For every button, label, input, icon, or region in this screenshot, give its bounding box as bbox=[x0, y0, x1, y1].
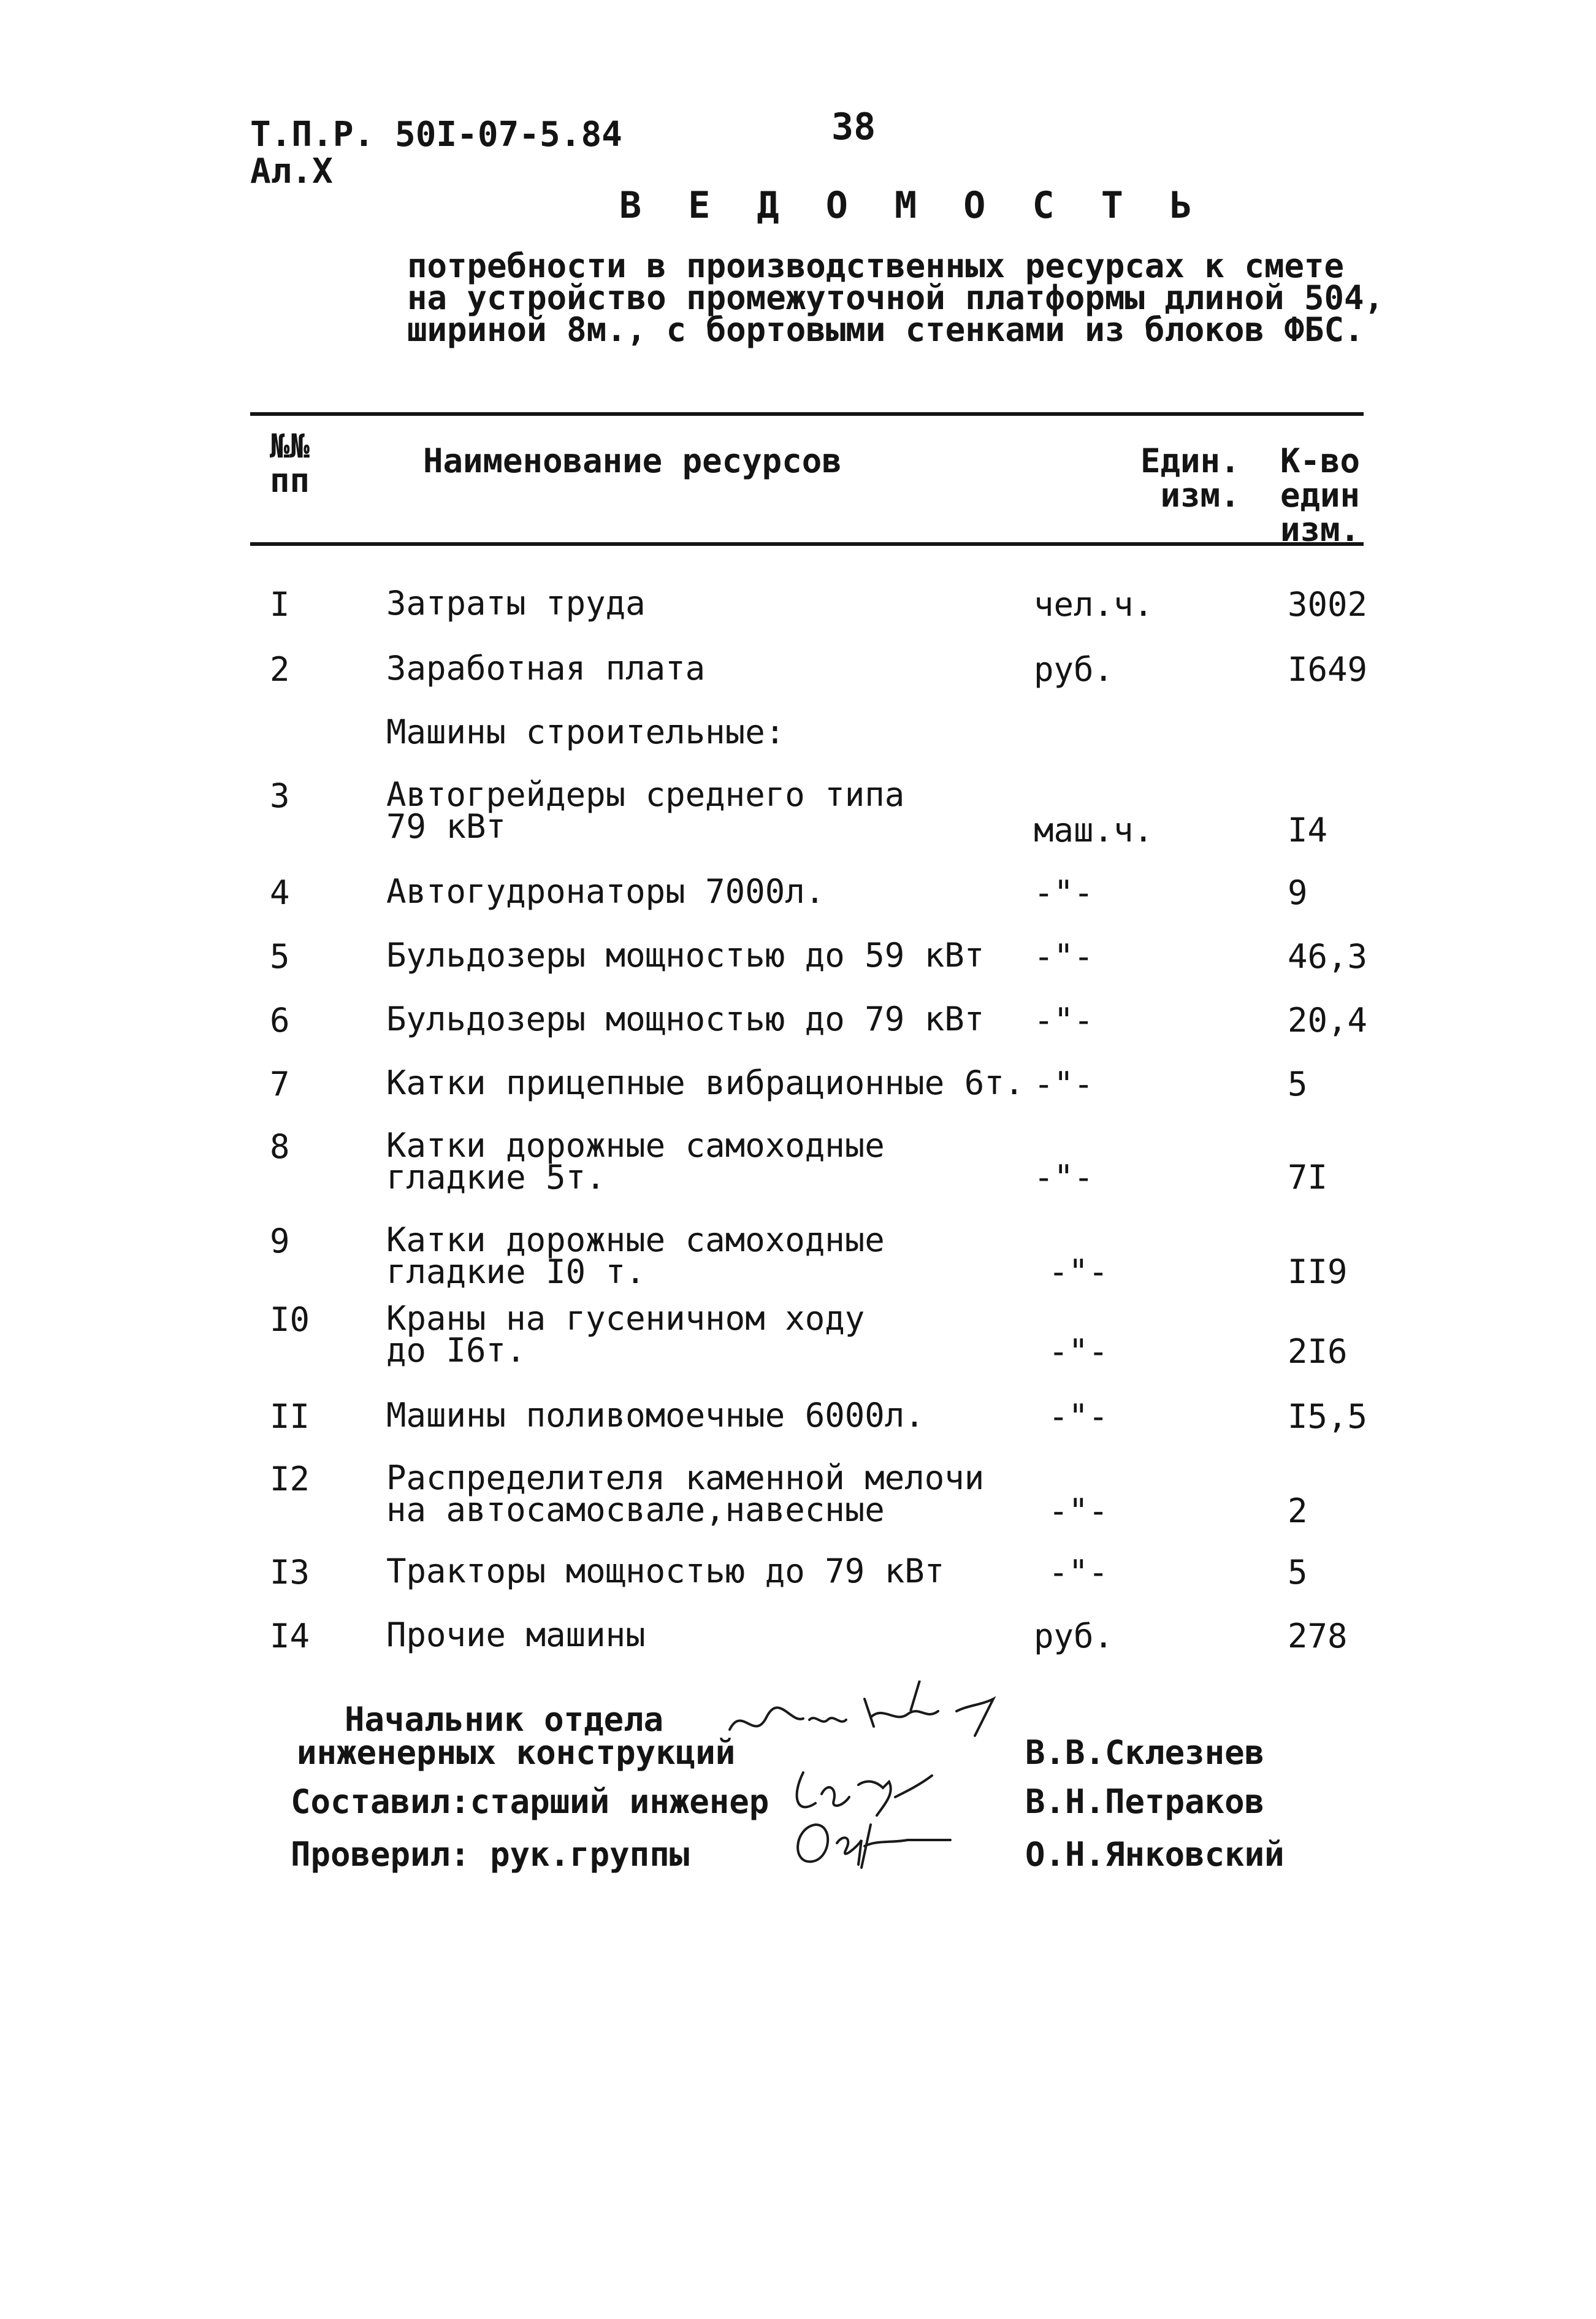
row-quantity: 5 bbox=[1288, 1065, 1308, 1103]
row-number: 3 bbox=[270, 776, 290, 815]
row-name: Катки дорожные самоходные гладкие I0 т. bbox=[386, 1221, 885, 1291]
page-subtitle bbox=[407, 247, 1384, 349]
row-name: Автогрейдеры среднего типа 79 кВт bbox=[386, 775, 905, 846]
row-quantity: 7I bbox=[1288, 1158, 1328, 1197]
page-number: 38 bbox=[831, 105, 876, 148]
row-name: Заработная плата bbox=[386, 649, 706, 688]
signature-person: В.В.Склезнев bbox=[1025, 1733, 1265, 1772]
table-header-rule bbox=[250, 542, 1364, 546]
row-quantity: I4 bbox=[1288, 811, 1328, 849]
row-number: 4 bbox=[270, 873, 290, 912]
row-unit: -"- bbox=[1048, 1397, 1109, 1436]
subtitle-line: на устройство промежуточной платформы длиной 504, bbox=[407, 278, 1384, 317]
row-unit: -"- bbox=[1034, 1001, 1094, 1040]
row-number: I2 bbox=[270, 1460, 310, 1498]
row-quantity: 278 bbox=[1288, 1617, 1348, 1655]
row-number: 5 bbox=[270, 937, 290, 976]
column-header-unit: Един. изм. bbox=[1140, 442, 1240, 515]
row-quantity: II9 bbox=[1288, 1252, 1348, 1291]
row-number: I3 bbox=[270, 1553, 310, 1592]
row-quantity: 3002 bbox=[1288, 585, 1368, 624]
column-header-qty: К-во един изм. bbox=[1280, 442, 1361, 549]
row-unit: маш.ч. bbox=[1034, 811, 1154, 849]
row-number: I bbox=[270, 585, 290, 624]
row-unit: руб. bbox=[1034, 1617, 1114, 1655]
signature-role: Начальник отдела bbox=[345, 1700, 664, 1739]
row-quantity: 2 bbox=[1288, 1492, 1308, 1530]
row-quantity: 5 bbox=[1288, 1553, 1308, 1592]
row-number: 2 bbox=[270, 650, 290, 689]
row-name: Краны на гусеничном ходу до I6т. bbox=[386, 1299, 865, 1370]
row-unit: -"- bbox=[1048, 1252, 1109, 1291]
row-quantity: 20,4 bbox=[1288, 1001, 1368, 1040]
row-name: Прочие машины bbox=[386, 1616, 646, 1654]
row-number: I4 bbox=[270, 1617, 310, 1655]
row-name: Катки прицепные вибрационные 6т. bbox=[386, 1064, 1025, 1102]
row-unit: чел.ч. bbox=[1034, 585, 1154, 624]
row-name: Бульдозеры мощностью до 79 кВт bbox=[386, 1000, 985, 1038]
row-number: I0 bbox=[270, 1300, 310, 1339]
row-name: Распределителя каменной мелочи на автосамосвале,навесные bbox=[386, 1458, 985, 1529]
row-number: 8 bbox=[270, 1127, 290, 1166]
row-unit: -"- bbox=[1048, 1332, 1109, 1371]
signature-person: В.Н.Петраков bbox=[1025, 1782, 1265, 1821]
row-unit: руб. bbox=[1034, 650, 1114, 689]
row-number: 6 bbox=[270, 1001, 290, 1040]
signature-person: О.Н.Янковский bbox=[1025, 1835, 1285, 1874]
table-top-rule bbox=[250, 412, 1364, 416]
row-unit: -"- bbox=[1034, 1065, 1094, 1103]
row-quantity: I5,5 bbox=[1288, 1397, 1368, 1436]
handwritten-signature-3 bbox=[791, 1812, 975, 1880]
document-code bbox=[250, 117, 622, 190]
row-name: Затраты труда bbox=[386, 584, 646, 623]
row-quantity: 46,3 bbox=[1288, 937, 1368, 976]
row-number: 7 bbox=[270, 1065, 290, 1103]
signature-role: Составил:старший инженер bbox=[291, 1782, 769, 1821]
column-header-name: Наименование ресурсов bbox=[423, 442, 842, 480]
row-section-heading: Машины строительные: bbox=[386, 713, 785, 751]
row-unit: -"- bbox=[1048, 1553, 1109, 1592]
row-quantity: 9 bbox=[1288, 873, 1308, 912]
handwritten-signature-1 bbox=[724, 1681, 1030, 1754]
row-number: 9 bbox=[270, 1222, 290, 1260]
row-name: Бульдозеры мощностью до 59 кВт bbox=[386, 936, 985, 975]
row-quantity: 2I6 bbox=[1288, 1332, 1348, 1371]
row-name: Машины поливомоечные 6000л. bbox=[386, 1396, 925, 1435]
row-name: Катки дорожные самоходные гладкие 5т. bbox=[386, 1126, 885, 1197]
row-unit: -"- bbox=[1034, 1158, 1094, 1197]
row-unit: -"- bbox=[1034, 937, 1094, 976]
row-name: Автогудронаторы 7000л. bbox=[386, 872, 825, 911]
document-code-number: Т.П.Р. 50I-07-5.84 bbox=[250, 115, 622, 155]
row-name: Тракторы мощностью до 79 кВт bbox=[386, 1552, 945, 1590]
row-unit: -"- bbox=[1034, 873, 1094, 912]
column-header-num: №№ пп bbox=[270, 427, 310, 500]
row-unit: -"- bbox=[1048, 1492, 1109, 1530]
document-sheet: Ал.Х bbox=[250, 151, 333, 191]
signature-role: Проверил: рук.группы bbox=[291, 1835, 690, 1874]
subtitle-line: потребности в производственных ресурсах к смете bbox=[407, 247, 1345, 285]
signature-role: инженерных конструкций bbox=[297, 1733, 736, 1772]
page-title: В Е Д О М О С Т Ь bbox=[619, 184, 1205, 227]
row-number: II bbox=[270, 1397, 310, 1436]
subtitle-line: шириной 8м., с бортовыми стенками из блоков ФБС. bbox=[407, 310, 1364, 349]
row-quantity: I649 bbox=[1288, 650, 1368, 689]
